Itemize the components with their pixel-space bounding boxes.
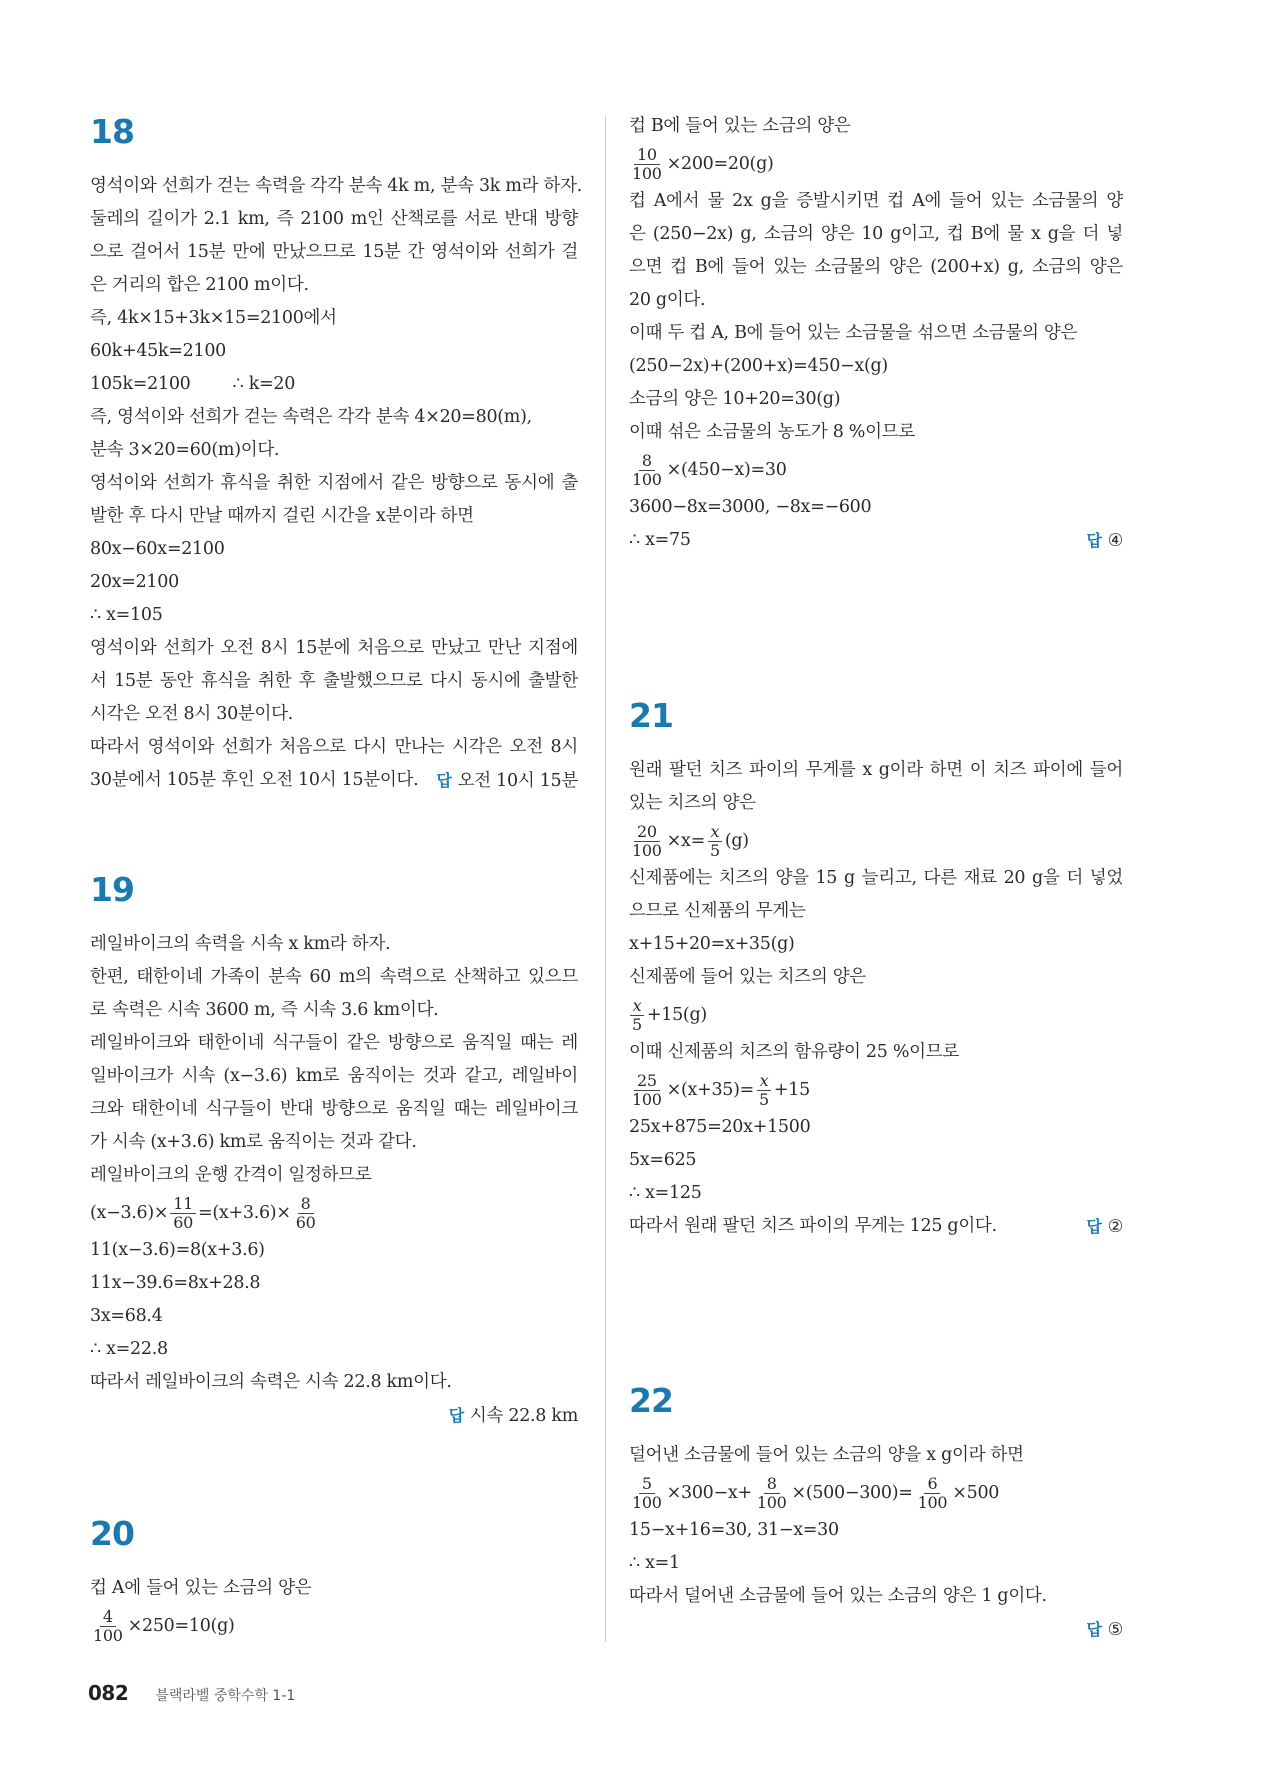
text-line: 컵 A에서 물 2x g을 증발시키면 컵 A에 들어 있는 소금물의 양	[629, 191, 1123, 211]
text-line: 레일바이크와 태한이네 식구들이 같은 방향으로 움직일 때는 레	[90, 1033, 578, 1053]
text-line: 가 시속 (x+3.6) km로 움직이는 것과 같다.	[90, 1132, 417, 1152]
fraction	[915, 1475, 951, 1512]
text-line: 둘레의 길이가 2.1 km, 즉 2100 m인 산책로를 서로 반대 방향	[90, 209, 578, 229]
equation-line: ∴ x=105	[90, 605, 163, 625]
problem-number: 20	[90, 1514, 134, 1553]
equation-segment: ×x=	[666, 831, 705, 851]
denominator: 5	[632, 1014, 642, 1034]
text-line: 은 거리의 합은 2100 m이다.	[90, 275, 309, 295]
numerator: 25	[634, 1072, 660, 1091]
solution-19	[90, 872, 578, 1432]
problem-number: 22	[629, 1381, 673, 1420]
equation-line	[90, 1605, 578, 1647]
fraction	[293, 1195, 319, 1232]
answer	[90, 1399, 578, 1432]
answer-value: 오전 10시 15분	[457, 771, 578, 791]
answer	[1086, 1210, 1123, 1244]
equation-segment: ×(x+35)=	[666, 1080, 755, 1100]
equation-line: ∴ x=22.8	[90, 1339, 168, 1359]
equation-line	[629, 994, 1123, 1036]
denominator: 100	[756, 1492, 787, 1512]
denominator: 100	[917, 1492, 948, 1512]
answer-value: ④	[1107, 531, 1123, 551]
equation-line	[90, 1192, 578, 1234]
text-line: 신제품에는 치즈의 양을 15 g 늘리고, 다른 재료 20 g을 더 넣었	[629, 868, 1123, 888]
fraction	[754, 1475, 790, 1512]
text-segment: 30분에서 105분 후인 오전 10시 15분이다.	[90, 770, 419, 790]
answer-value: ②	[1107, 1217, 1123, 1237]
text-line	[629, 1210, 1123, 1243]
fraction	[629, 146, 665, 183]
equation-segment: ×200=20(g)	[666, 154, 774, 174]
denominator: 5	[759, 1089, 769, 1109]
denominator: 100	[93, 1625, 123, 1645]
text-line: 한편, 태한이네 가족이 분속 60 m의 속력으로 산책하고 있으므	[90, 967, 578, 987]
equation-segment: =(x+3.6)×	[198, 1203, 291, 1223]
denominator: 60	[173, 1212, 194, 1232]
text-line: 있는 치즈의 양은	[629, 793, 756, 813]
equation-segment: +15(g)	[646, 1005, 707, 1025]
equation-line: 60k+45k=2100	[90, 341, 227, 361]
text-line: 서 15분 동안 휴식을 취한 후 출발했으므로 다시 동시에 출발한	[90, 671, 578, 691]
fraction	[170, 1195, 196, 1232]
equation-line	[629, 524, 1123, 557]
text-line: 덜어낸 소금물에 들어 있는 소금의 양을 x g이라 하면	[629, 1445, 1024, 1465]
denominator: 100	[632, 1492, 662, 1512]
fraction	[629, 997, 645, 1034]
solution-20	[90, 1516, 578, 1647]
equation-line: 80x−60x=2100	[90, 539, 225, 559]
text-line	[90, 764, 578, 797]
answer-label: 답	[436, 771, 452, 790]
equation-line: 5x=625	[629, 1150, 697, 1170]
answer-value: ⑤	[1107, 1620, 1123, 1640]
denominator: 60	[295, 1212, 316, 1232]
text-line: 발한 후 다시 만날 때까지 걸린 시간을 x분이라 하면	[90, 506, 474, 526]
numerator: 5	[639, 1475, 655, 1494]
problem-number: 21	[629, 696, 673, 735]
numerator: 8	[298, 1195, 314, 1214]
numerator: 4	[100, 1608, 116, 1627]
text-line: 으므로 신제품의 무게는	[629, 901, 806, 921]
text-line: 따라서 영석이와 선희가 처음으로 다시 만나는 시각은 오전 8시	[90, 737, 578, 757]
book-title: 블랙라벨 중학수학 1-1	[155, 1688, 296, 1704]
equation-segment: (x−3.6)×	[90, 1203, 169, 1223]
answer-label: 답	[1086, 531, 1102, 550]
fraction	[707, 823, 723, 860]
denominator: 100	[632, 469, 662, 489]
numerator: 6	[924, 1475, 940, 1494]
equation-segment: ∴ x=75	[629, 530, 691, 550]
equation-line: 11(x−3.6)=8(x+3.6)	[90, 1240, 265, 1260]
equation-line: 15−x+16=30, 31−x=30	[629, 1520, 839, 1540]
text-line: 으면 컵 B에 들어 있는 소금물의 양은 (200+x) g, 소금의 양은	[629, 257, 1123, 277]
numerator: x	[708, 823, 723, 842]
fraction	[756, 1072, 772, 1109]
text-segment: 따라서 원래 팔던 치즈 파이의 무게는 125 g이다.	[629, 1216, 997, 1236]
equation-line: ∴ x=125	[629, 1183, 702, 1203]
text-line: 일바이크가 시속 (x−3.6) km로 움직이는 것과 같고, 레일바이	[90, 1066, 578, 1086]
fraction	[629, 452, 665, 489]
answer-value: 시속 22.8 km	[469, 1406, 578, 1426]
equation-line: 20x=2100	[90, 572, 179, 592]
text-line: 이때 신제품의 치즈의 함유량이 25 %이므로	[629, 1042, 959, 1062]
equation-segment: +15	[773, 1080, 810, 1100]
equation-line	[629, 143, 1123, 185]
column-divider	[605, 115, 606, 1642]
answer	[629, 1613, 1123, 1646]
solution-20-continued	[629, 110, 1123, 557]
equation-segment: ×250=10(g)	[127, 1616, 235, 1636]
answer-label: 답	[1086, 1217, 1102, 1236]
fraction	[629, 823, 665, 860]
text-line: 레일바이크의 속력을 시속 x km라 하자.	[90, 934, 391, 954]
solution-18	[90, 112, 582, 797]
answer-label: 답	[1086, 1620, 1102, 1639]
text-line: 은 (250−2x) g, 소금의 양은 10 g이고, 컵 B에 물 x g을 더 넣	[629, 224, 1123, 244]
numerator: 8	[639, 452, 655, 471]
equation-line: x+15+20=x+35(g)	[629, 934, 795, 954]
equation-line	[629, 1069, 1123, 1111]
text-line: 분속 3×20=60(m)이다.	[90, 440, 280, 460]
answer	[1086, 524, 1123, 558]
text-line: 이때 두 컵 A, B에 들어 있는 소금물을 섞으면 소금물의 양은	[629, 323, 1078, 343]
equation-line: 3600−8x=3000, −8x=−600	[629, 497, 872, 517]
text-line: 레일바이크의 운행 간격이 일정하므로	[90, 1165, 372, 1185]
solution-22	[629, 1383, 1123, 1646]
numerator: 11	[170, 1195, 196, 1214]
equation-line: (250−2x)+(200+x)=450−x(g)	[629, 356, 888, 376]
page-footer	[88, 1681, 295, 1705]
text-line: 신제품에 들어 있는 치즈의 양은	[629, 967, 866, 987]
equation-line	[629, 1472, 1123, 1514]
text-line: 즉, 영석이와 선희가 걷는 속력은 각각 분속 4×20=80(m),	[90, 407, 532, 427]
equation-segment: ×(500−300)=	[791, 1483, 913, 1503]
numerator: 8	[764, 1475, 780, 1494]
equation-line	[629, 820, 1123, 862]
text-line: 영석이와 선희가 오전 8시 15분에 처음으로 만났고 만난 지점에	[90, 638, 578, 658]
numerator: 10	[634, 146, 660, 165]
equation-line	[629, 449, 1123, 491]
equation-segment: ×(450−x)=30	[666, 460, 787, 480]
equation-segment: ×500	[952, 1483, 1000, 1503]
text-line: 원래 팔던 치즈 파이의 무게를 x g이라 하면 이 치즈 파이에 들어	[629, 760, 1123, 780]
numerator: x	[757, 1072, 772, 1091]
text-line: 으로 걸어서 15분 만에 만났으므로 15분 간 영석이와 선희가 걸	[90, 242, 578, 262]
equation-segment: (g)	[724, 831, 749, 851]
equation-line: 즉, 4k×15+3k×15=2100에서	[90, 308, 337, 328]
denominator: 100	[632, 840, 662, 860]
equation-line: 3x=68.4	[90, 1306, 163, 1326]
fraction	[90, 1608, 126, 1645]
denominator: 5	[709, 840, 720, 860]
problem-number: 18	[90, 112, 134, 151]
answer-label: 답	[448, 1406, 464, 1425]
text-line: 컵 A에 들어 있는 소금의 양은	[90, 1578, 312, 1598]
equation-line: 105k=2100 ∴ k=20	[90, 374, 296, 394]
equation-line: 11x−39.6=8x+28.8	[90, 1273, 261, 1293]
denominator: 100	[632, 163, 662, 183]
equation-line: 25x+875=20x+1500	[629, 1117, 811, 1137]
problem-number: 19	[90, 870, 134, 909]
text-line: 20 g이다.	[629, 290, 706, 310]
numerator: x	[630, 997, 645, 1016]
text-line: 시각은 오전 8시 30분이다.	[90, 704, 293, 724]
text-line: 영석이와 선희가 걷는 속력을 각각 분속 4k m, 분속 3k m라 하자.	[90, 176, 582, 196]
text-line: 컵 B에 들어 있는 소금의 양은	[629, 116, 851, 136]
denominator: 100	[632, 1089, 662, 1109]
text-line: 따라서 덜어낸 소금물에 들어 있는 소금의 양은 1 g이다.	[629, 1586, 1047, 1606]
solution-21	[629, 698, 1123, 1243]
page-number: 082	[88, 1681, 129, 1705]
text-line: 따라서 레일바이크의 속력은 시속 22.8 km이다.	[90, 1372, 452, 1392]
answer	[437, 764, 578, 798]
fraction	[629, 1475, 665, 1512]
text-line: 로 속력은 시속 3600 m, 즉 시속 3.6 km이다.	[90, 1000, 439, 1020]
numerator: 20	[634, 823, 660, 842]
text-line: 이때 섞은 소금물의 농도가 8 %이므로	[629, 422, 915, 442]
equation-segment: ×300−x+	[666, 1483, 752, 1503]
text-line: 영석이와 선희가 휴식을 취한 지점에서 같은 방향으로 동시에 출	[90, 473, 578, 493]
text-line: 크와 태한이네 식구들이 반대 방향으로 움직일 때는 레일바이크	[90, 1099, 578, 1119]
equation-line: 소금의 양은 10+20=30(g)	[629, 389, 841, 409]
equation-line: ∴ x=1	[629, 1553, 680, 1573]
fraction	[629, 1072, 665, 1109]
